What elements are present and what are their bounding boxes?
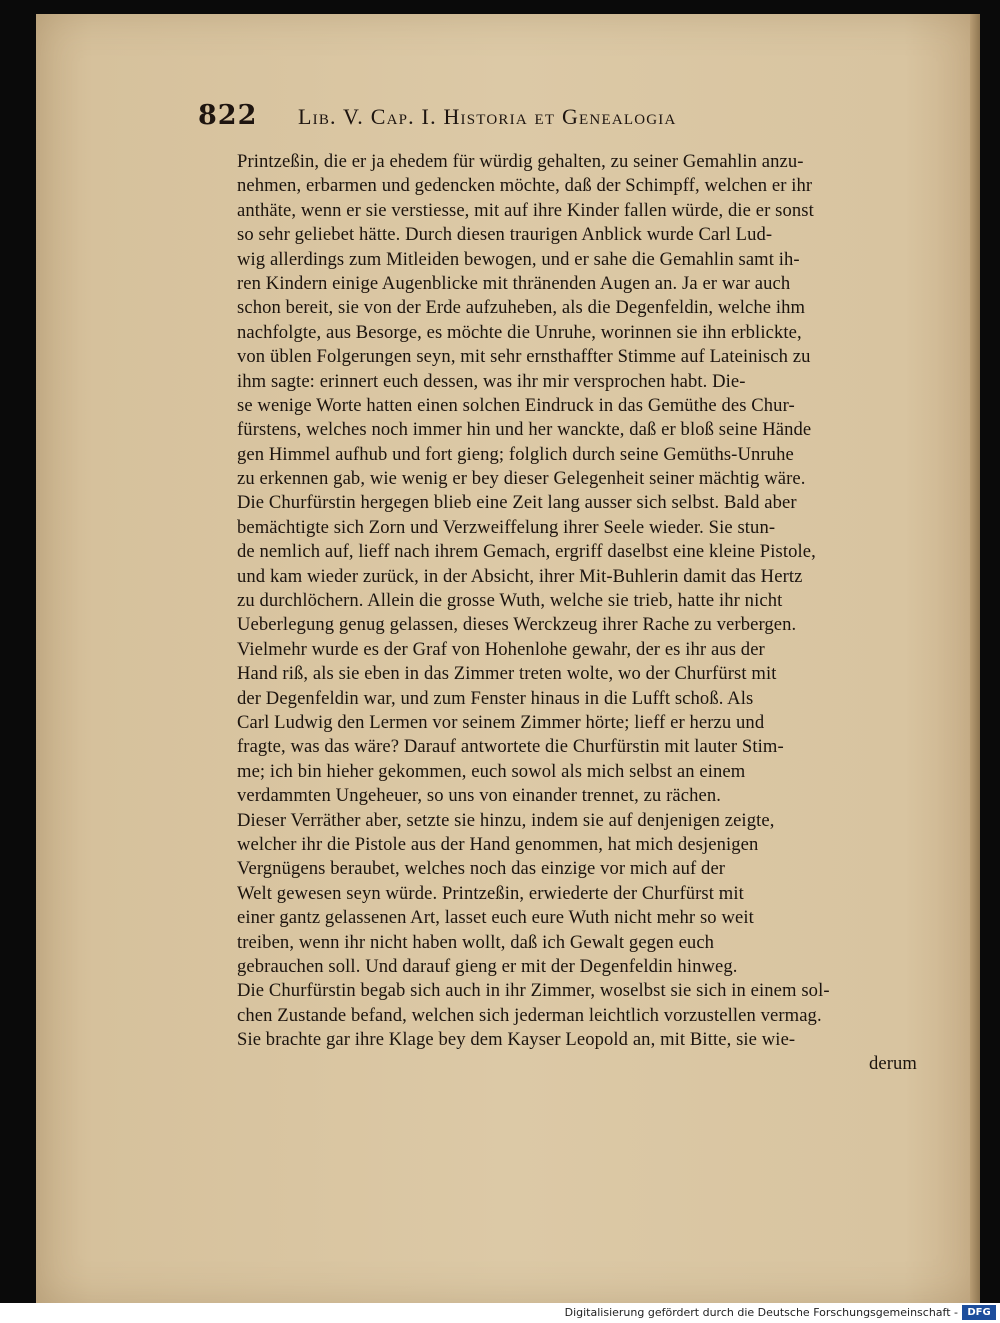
text-line: einer gantz gelassenen Art, lasset euch eure Wuth nicht mehr so weit	[237, 907, 754, 929]
body-text	[237, 150, 927, 1077]
text-line: me; ich bin hieher gekommen, euch sowol als mich selbst an einem	[237, 760, 746, 782]
text-line: ihm sagte: erinnert euch dessen, was ihr mir versprochen habt. Die-	[237, 370, 746, 392]
text-line: von üblen Folgerungen seyn, mit sehr ernsthaffter Stimme auf Lateinisch zu	[237, 346, 811, 368]
text-line: ren Kindern einige Augenblicke mit thränenden Augen an. Ja er war auch	[237, 272, 791, 294]
catchword: derum	[868, 1053, 917, 1075]
text-line: gebrauchen soll. Und darauf gieng er mit der Degenfeldin hinweg.	[237, 955, 738, 977]
text-line: fragte, was das wäre? Darauf antwortete die Churfürstin mit lauter Stim-	[237, 736, 784, 758]
text-line: bemächtigte sich Zorn und Verzweiffelung ihrer Seele wieder. Sie stun-	[237, 516, 776, 538]
text-line: treiben, wenn ihr nicht haben wollt, daß ich Gewalt gegen euch	[237, 931, 715, 953]
text-line: der Degenfeldin war, und zum Fenster hinaus in die Lufft schoß. Als	[237, 687, 754, 709]
text-line: schon bereit, sie von der Erde aufzuheben, als die Degenfeldin, welche ihm	[237, 297, 806, 319]
running-title: Lib. V. Cap. I. Historia et Genealogia	[298, 104, 677, 129]
text-line: Welt gewesen seyn würde. Printzeßin, erwiederte der Churfürst mit	[237, 882, 744, 904]
text-line: wig allerdings zum Mitleiden bewogen, und er sahe die Gemahlin samt ih-	[237, 248, 800, 270]
text-line: Die Churfürstin begab sich auch in ihr Zimmer, woselbst sie sich in einem sol-	[237, 980, 830, 1002]
text-line: Ueberlegung genug gelassen, dieses Werckzeug ihrer Rache zu verbergen.	[237, 614, 797, 636]
text-line: Die Churfürstin hergegen blieb eine Zeit lang ausser sich selbst. Bald aber	[237, 492, 797, 514]
text-line: fürstens, welches noch immer hin und her wanckte, daß er bloß seine Hände	[237, 419, 812, 441]
text-line: Vergnügens beraubet, welches noch das einzige vor mich auf der	[237, 858, 726, 880]
text-line: Sie brachte gar ihre Klage bey dem Kayser Leopold an, mit Bitte, sie wie-	[237, 1029, 796, 1051]
text-line: und kam wieder zurück, in der Absicht, ihrer Mit-Buhlerin damit das Hertz	[237, 565, 803, 587]
text-line: de nemlich auf, lieff nach ihrem Gemach, ergriff daselbst eine kleine Pistole,	[237, 541, 816, 563]
text-line: Printzeßin, die er ja ehedem für würdig gehalten, zu seiner Gemahlin anzu-	[237, 151, 804, 172]
text-line: anthäte, wenn er sie verstiesse, mit auf ihre Kinder fallen würde, die er sonst	[237, 199, 814, 221]
dfg-logo: DFG	[962, 1305, 996, 1320]
text-line: welcher ihr die Pistole aus der Hand genommen, hat mich desjenigen	[237, 833, 759, 855]
text-line: zu erkennen gab, wie wenig er bey dieser Gelegenheit seiner mächtig wäre.	[237, 468, 806, 490]
text-line: Dieser Verräther aber, setzte sie hinzu, indem sie auf denjenigen zeigte,	[237, 809, 775, 831]
text-line: Hand riß, als sie eben in das Zimmer treten wolte, wo der Churfürst mit	[237, 663, 777, 685]
text-line: Vielmehr wurde es der Graf von Hohenlohe gewahr, der es ihr aus der	[237, 638, 765, 660]
text-line: se wenige Worte hatten einen solchen Eindruck in das Gemüthe des Chur-	[237, 394, 795, 416]
footer-credit: Digitalisierung gefördert durch die Deutsche Forschungsgemeinschaft -	[564, 1306, 958, 1319]
text-line: zu durchlöchern. Allein die grosse Wuth, welche sie trieb, hatte ihr nicht	[237, 590, 783, 612]
text-line: verdammten Ungeheuer, so uns von einander trennet, zu rächen.	[237, 785, 721, 807]
running-head	[198, 100, 818, 140]
page-number: 822	[198, 100, 258, 131]
text-line: Carl Ludwig den Lermen vor seinem Zimmer hörte; lieff er herzu und	[237, 711, 765, 733]
page-edge	[970, 14, 980, 1303]
footer-bar	[0, 1303, 1000, 1323]
text-line: gen Himmel aufhub und fort gieng; folglich durch seine Gemüths-Unruhe	[237, 443, 794, 465]
text-line: chen Zustande befand, welchen sich jederman leichtlich vorzustellen vermag.	[237, 1004, 822, 1026]
text-line: so sehr geliebet hätte. Durch diesen traurigen Anblick wurde Carl Lud-	[237, 224, 773, 246]
text-line: nachfolgte, aus Besorge, es möchte die Unruhe, worinnen sie ihn erblickte,	[237, 321, 802, 343]
text-line: nehmen, erbarmen und gedencken möchte, daß der Schimpff, welchen er ihr	[237, 175, 813, 197]
